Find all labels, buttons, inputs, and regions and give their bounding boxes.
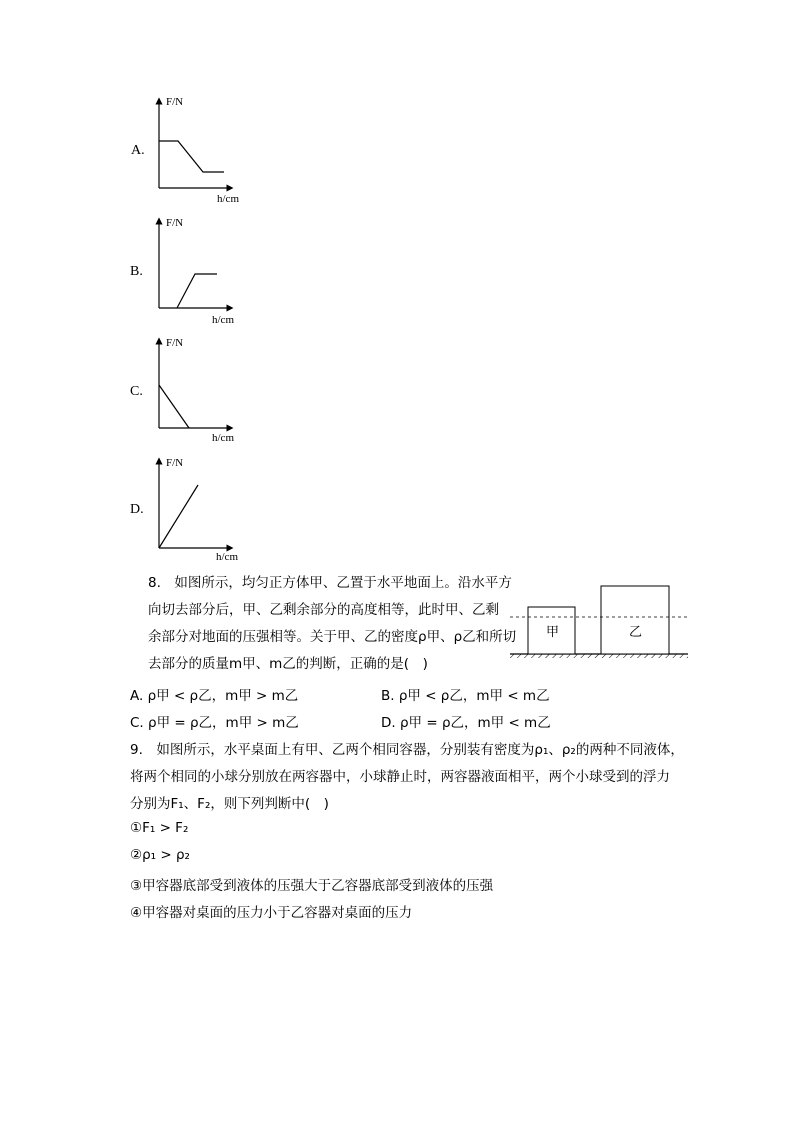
- q8-line-2: 向切去部分后，甲、乙剩余部分的高度相等，此时甲、乙剩: [148, 602, 499, 618]
- graph-c-plot: [150, 335, 240, 435]
- block-yi: [601, 586, 669, 654]
- option-label-d: D.: [130, 502, 144, 517]
- q9-item-3: ③甲容器底部受到液体的压强大于乙容器底部受到液体的压强: [130, 878, 494, 894]
- q9-line-1: 9. 如图所示，水平桌面上有甲、乙两个相同容器，分别装有密度为ρ₁、ρ₂的两种不同液体，: [130, 742, 684, 758]
- q8-choice-a: A. ρ甲 < ρ乙，m甲 > m乙: [130, 688, 299, 704]
- option-label-c: C.: [130, 384, 143, 399]
- blocks-figure: [508, 582, 690, 662]
- x-axis-label-c: h/cm: [212, 432, 234, 444]
- q9-line-3: 分别为F₁、F₂，则下列判断中( ): [130, 796, 329, 812]
- block-yi-label: 乙: [629, 625, 643, 640]
- y-axis-label-a: F/N: [166, 96, 184, 108]
- block-jia-label: 甲: [546, 625, 560, 640]
- q9-line-2: 将两个相同的小球分别放在两容器中，小球静止时，两容器液面相平，两个小球受到的浮力: [130, 769, 670, 785]
- q8-line-1: 8. 如图所示，均匀正方体甲、乙置于水平地面上。沿水平方: [148, 575, 512, 591]
- y-axis-label-d: F/N: [166, 457, 184, 469]
- q8-choice-b: B. ρ甲 < ρ乙，m甲 < m乙: [381, 688, 550, 704]
- option-label-b: B.: [130, 264, 143, 279]
- graph-b-plot: [150, 215, 240, 315]
- y-axis-label-c: F/N: [166, 337, 184, 349]
- q9-item-2: ②ρ₁ > ρ₂: [130, 847, 190, 863]
- x-axis-label-b: h/cm: [212, 314, 234, 326]
- graph-line-a: [159, 141, 224, 172]
- x-axis-label-d: h/cm: [216, 551, 238, 563]
- graph-line-d: [159, 485, 198, 548]
- graph-line-b: [177, 274, 217, 308]
- graph-d-plot: [150, 455, 240, 555]
- q9-item-4: ④甲容器对桌面的压力小于乙容器对桌面的压力: [130, 905, 413, 921]
- x-axis-label-a: h/cm: [217, 193, 239, 205]
- q8-line-4: 去部分的质量m甲、m乙的判断，正确的是( ): [148, 656, 428, 672]
- q9-item-1: ①F₁ > F₂: [130, 820, 189, 836]
- y-axis-label-b: F/N: [166, 217, 184, 229]
- option-label-a: A.: [131, 143, 145, 158]
- q8-line-3: 余部分对地面的压强相等。关于甲、乙的密度ρ甲、ρ乙和所切: [148, 629, 517, 645]
- graph-line-c: [159, 385, 189, 428]
- q8-choice-d: D. ρ甲 = ρ乙，m甲 < m乙: [381, 715, 551, 731]
- graph-a-plot: [150, 95, 240, 195]
- q8-choice-c: C. ρ甲 = ρ乙，m甲 > m乙: [130, 715, 299, 731]
